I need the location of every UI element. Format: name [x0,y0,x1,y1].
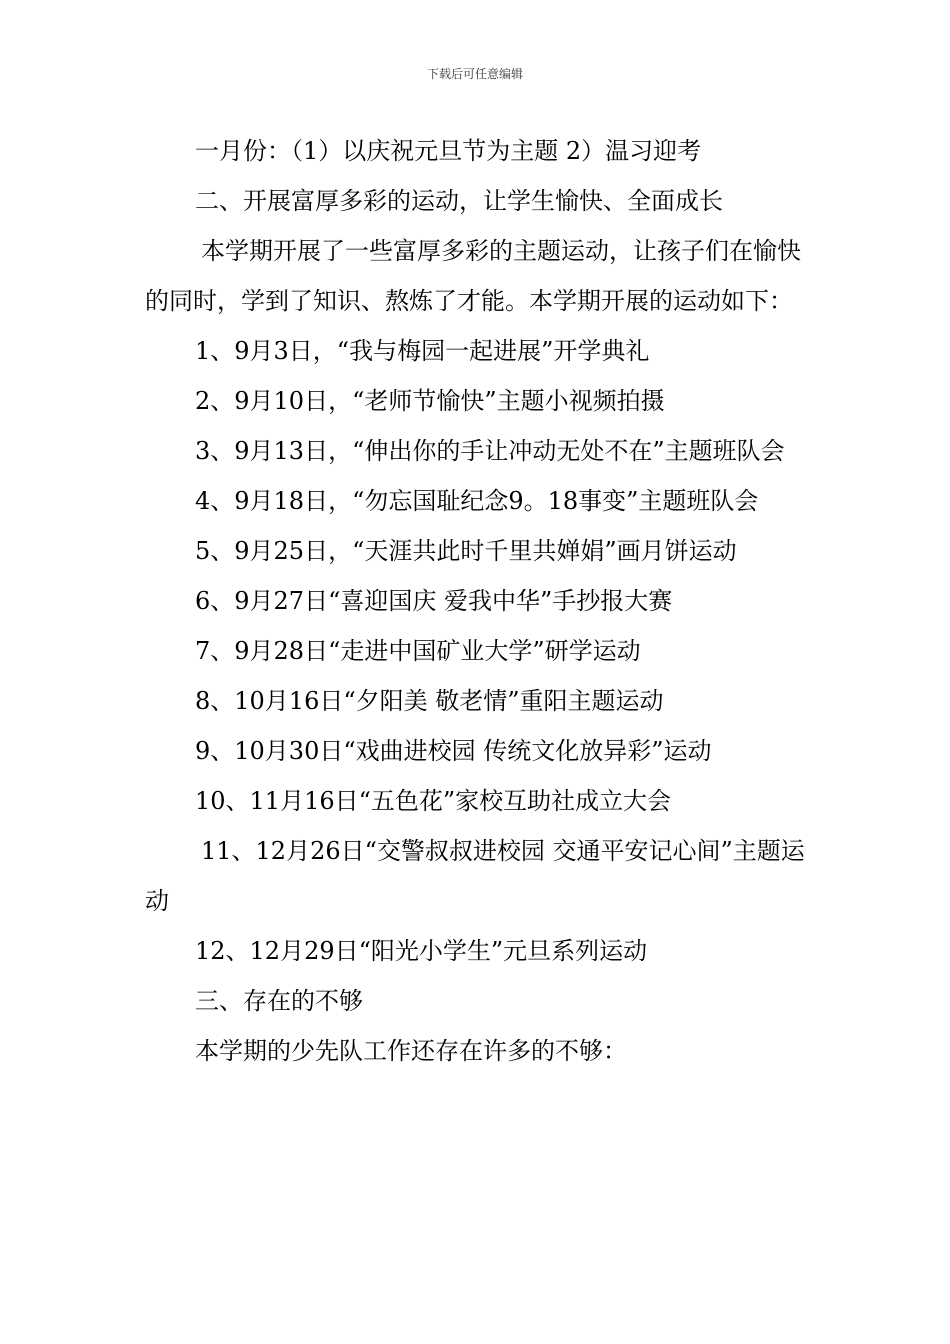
paragraph-january: 一月份：（1）以庆祝元旦节为主题 2）温习迎考 [195,137,702,165]
paragraph-intro: 本学期开展了一些富厚多彩的主题运动，让孩子们在愉快的同时，学到了知识、熬炼了才能。本学期开展的运动如下： [145,237,801,315]
list-item: 11、12月26日“交警叔叔进校园 交通平安记心间”主题运动 [145,837,805,915]
list-item: 9、10月30日“戏曲进校园 传统文化放异彩”运动 [195,737,712,765]
list-item: 10、11月16日“五色花”家校互助社成立大会 [195,787,672,815]
list-item: 8、10月16日“夕阳美 敬老情”重阳主题运动 [195,687,664,715]
list-item: 2、9月10日，“老师节愉快”主题小视频拍摄 [195,387,665,415]
document-body [145,126,815,1076]
section-heading-2: 二、开展富厚多彩的运动，让学生愉快、全面成长 [195,187,723,215]
list-item: 5、9月25日，“天涯共此时千里共婵娟”画月饼运动 [195,537,737,565]
list-item: 6、9月27日“喜迎国庆 爱我中华”手抄报大赛 [195,587,673,615]
list-item: 12、12月29日“阳光小学生”元旦系列运动 [195,937,648,965]
list-item: 7、9月28日“走进中国矿业大学”研学运动 [195,637,641,665]
list-item: 3、9月13日，“伸出你的手让冲动无处不在”主题班队会 [195,437,785,465]
section-heading-3: 三、存在的不够 [195,987,363,1015]
list-item: 4、9月18日，“勿忘国耻纪念9。18事变”主题班队会 [195,487,759,515]
paragraph-shortcomings: 本学期的少先队工作还存在许多的不够： [195,1037,627,1065]
header-note: 下载后可任意编辑 [426,67,523,81]
list-item: 1、9月3日，“我与梅园一起进展”开学典礼 [195,337,650,365]
